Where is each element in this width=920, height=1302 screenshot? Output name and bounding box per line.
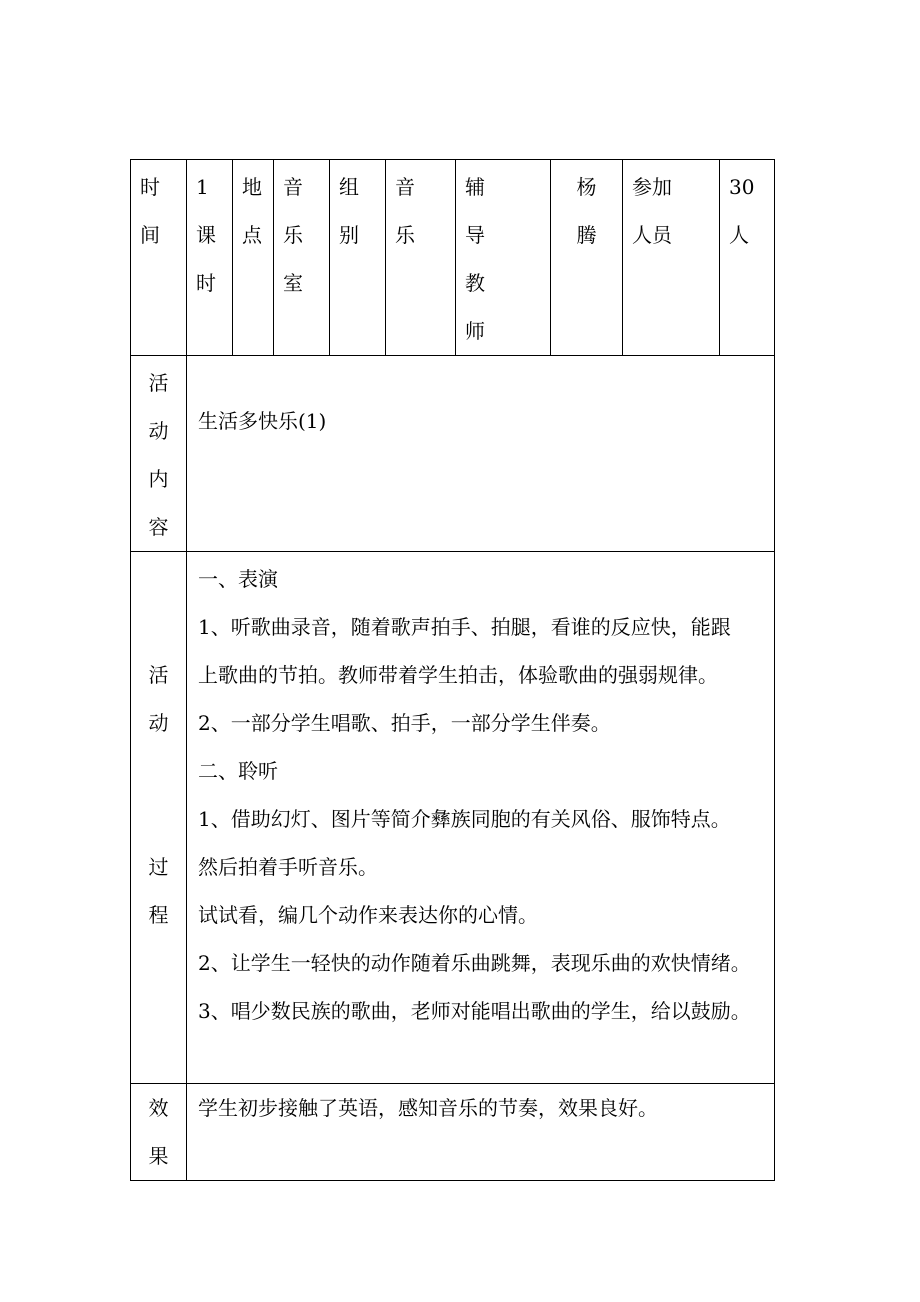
place-value: [274, 160, 329, 307]
group-value-text: 音乐: [395, 175, 415, 247]
effect-label: [131, 1084, 186, 1180]
teacher-value-cell: [551, 160, 623, 356]
effect-label-cell: [131, 1084, 187, 1181]
effect-row: [131, 1084, 775, 1181]
place-label: [233, 160, 273, 259]
teacher-label-cell: [456, 160, 551, 356]
group-label: [330, 160, 385, 259]
content-row: [131, 356, 775, 552]
process-label: [131, 552, 186, 939]
process-text-wrap: [187, 552, 774, 1035]
teacher-label: [456, 160, 550, 355]
group-label-cell: [330, 160, 386, 356]
process-line: 3、唱少数民族的歌曲，老师对能唱出歌曲的学生，给以鼓励。: [198, 999, 751, 1023]
teacher-value-text: 杨腾: [576, 175, 597, 247]
process-line: 2、让学生一轻快的动作随着乐曲跳舞，表现乐曲的欢快情绪。: [198, 951, 751, 975]
group-value: [386, 160, 455, 259]
effect-label-text: 效果: [148, 1096, 169, 1168]
effect-text-wrap: [187, 1084, 774, 1132]
time-label-text: 时间: [140, 175, 160, 247]
place-value-cell: [274, 160, 330, 356]
participants-label-cell: [623, 160, 720, 356]
content-label-cell: [131, 356, 187, 552]
participants-value-text: 30人: [729, 175, 755, 247]
process-line: 试试看，编几个动作来表达你的心情。: [198, 903, 538, 927]
content-label: [131, 356, 186, 551]
participants-value: [720, 160, 774, 259]
group-label-text: 组别: [339, 175, 359, 247]
effect-text: 学生初步接触了英语，感知音乐的节奏，效果良好。: [198, 1096, 658, 1120]
content-text-wrap: [187, 397, 774, 445]
content-text: 生活多快乐(1): [198, 409, 327, 433]
process-line: 二、聆听: [198, 759, 278, 783]
process-line: 1、借助幻灯、图片等简介彝族同胞的有关风俗、服饰特点。: [198, 807, 731, 831]
teacher-value: [551, 160, 622, 259]
time-value: [187, 160, 232, 307]
process-label-cell: [131, 552, 187, 1084]
place-label-cell: [233, 160, 274, 356]
teacher-label-text: 辅导教师: [465, 175, 485, 343]
process-line: 2、一部分学生唱歌、拍手，一部分学生伴奏。: [198, 711, 611, 735]
header-row: [131, 160, 775, 356]
time-value-text: 1课时: [196, 175, 216, 295]
process-line: 上歌曲的节拍。教师带着学生拍击，体验歌曲的强弱规律。: [198, 663, 718, 687]
effect-text-cell: [187, 1084, 775, 1181]
process-label-bottom: 过程: [148, 855, 169, 927]
group-value-cell: [386, 160, 456, 356]
process-line: 1、听歌曲录音，随着歌声拍手、拍腿，看谁的反应快，能跟: [198, 615, 731, 639]
content-label-text: 活动内容: [148, 371, 169, 539]
place-label-text: 地点: [242, 175, 262, 247]
process-line: 然后拍着手听音乐。: [198, 855, 378, 879]
process-row: [131, 552, 775, 1084]
process-label-top: 活动: [148, 663, 169, 735]
content-text-cell: [187, 356, 775, 552]
participants-value-cell: [720, 160, 775, 356]
time-label-cell: [131, 160, 187, 356]
place-value-text: 音乐室: [283, 175, 303, 295]
process-line: 一、表演: [198, 567, 278, 591]
time-value-cell: [187, 160, 233, 356]
time-label: [131, 160, 186, 259]
participants-label-text: 参加人员: [632, 175, 672, 247]
process-label-gap: [131, 747, 186, 843]
activity-record-table: [130, 159, 775, 1181]
participants-label: [623, 160, 719, 259]
process-text-cell: [187, 552, 775, 1084]
